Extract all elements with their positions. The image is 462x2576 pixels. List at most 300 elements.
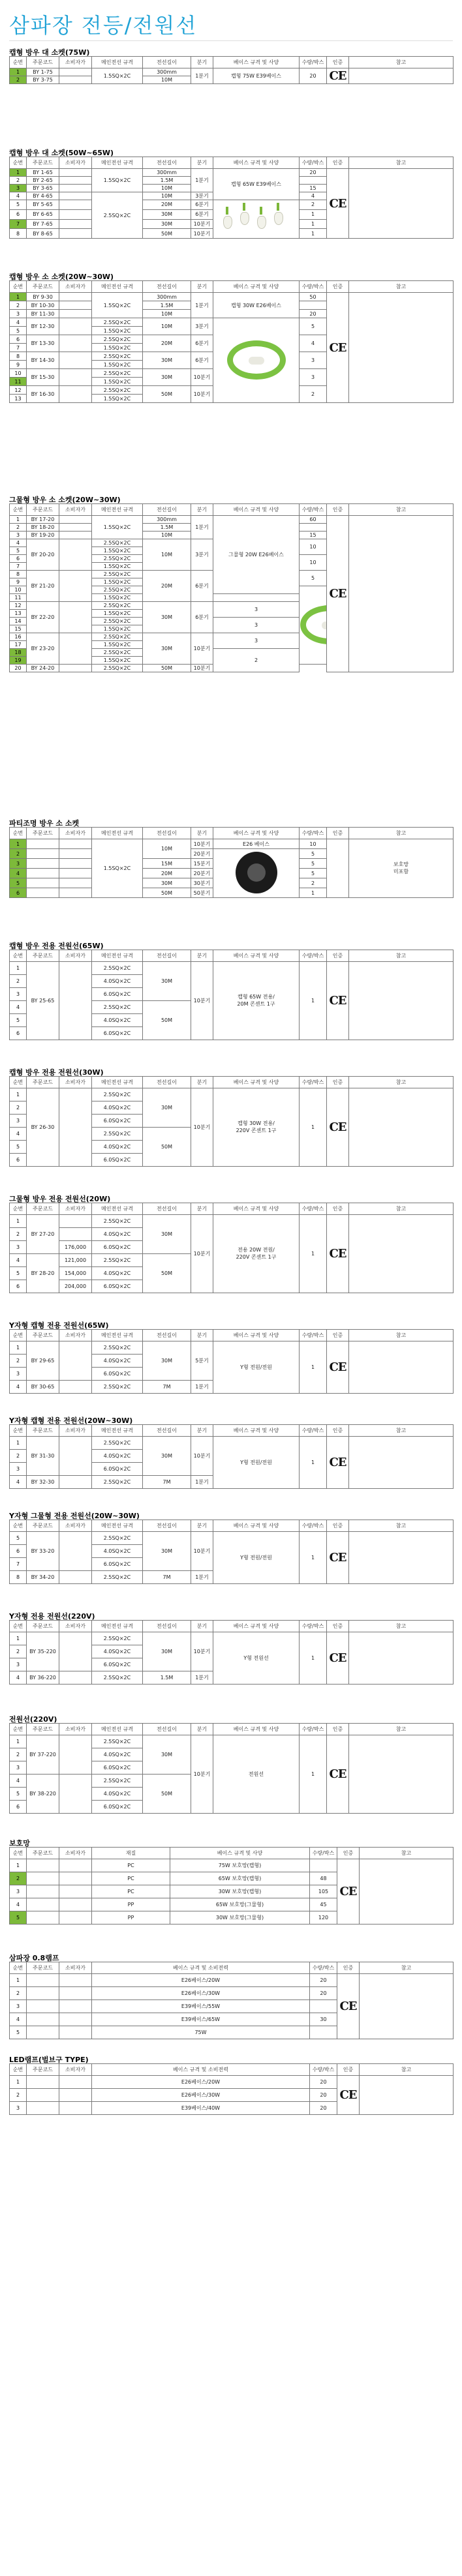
column-header: 메인전선 규격 (92, 281, 143, 293)
row-number: 2 (10, 1987, 27, 2000)
row-number: 9 (10, 578, 27, 586)
row-number: 6 (10, 1801, 27, 1814)
table-cell: 1 (300, 229, 327, 239)
row-number: 2 (10, 177, 27, 185)
table-cell (59, 1775, 92, 1814)
table-cell: 20M (143, 869, 191, 878)
bulb-product-photo (218, 200, 295, 237)
column-header: 메인전선 규격 (92, 950, 143, 962)
table-cell: 6분기 (191, 335, 213, 352)
table-cell: 2.5SQ×2C (92, 665, 143, 672)
table-cell: 4.0SQ×2C (92, 1450, 143, 1463)
table-cell: 6.0SQ×2C (92, 1368, 143, 1381)
table-cell (59, 532, 92, 539)
table-row (10, 516, 454, 524)
table-cell: BY 6-65 (27, 209, 59, 219)
row-number: 10 (10, 369, 27, 378)
table-cell (310, 2000, 337, 2013)
row-number: 3 (10, 859, 27, 869)
column-header: 베이스 규격 및 소비전력 (92, 1962, 310, 1974)
table-cell: 6.0SQ×2C (92, 1027, 143, 1040)
table-cell: 10분기 (191, 386, 213, 403)
row-number: 2 (10, 1872, 27, 1885)
table-cell: 1.5SQ×2C (92, 68, 143, 84)
row-number: 1 (10, 1632, 27, 1645)
table-cell: 6.0SQ×2C (92, 1241, 143, 1254)
column-header: 주문코드 (27, 1330, 59, 1341)
column-header: 순번 (10, 504, 27, 516)
table-cell: Y형 전원선 (213, 1632, 300, 1685)
table-cell (27, 2076, 59, 2089)
table-cell: 50M (143, 665, 191, 672)
table-cell (349, 1341, 454, 1394)
spec-table (9, 1424, 454, 1489)
table-cell (59, 1987, 92, 2000)
table-cell: 4.0SQ×2C (92, 1545, 143, 1558)
table-cell: BY 31-30 (27, 1437, 59, 1476)
column-header: 수량/박스 (300, 281, 327, 293)
table-cell: 1분기 (191, 1671, 213, 1685)
table-cell: 2.5SQ×2C (92, 649, 143, 657)
row-number: 2 (10, 1645, 27, 1658)
table-cell (300, 524, 327, 532)
table-row (10, 962, 454, 975)
table-cell: 1.5SQ×2C (92, 657, 143, 665)
table-cell: 1.5SQ×2C (92, 327, 143, 335)
table-cell: 2 (300, 386, 327, 403)
table-cell (27, 869, 59, 878)
column-header: 참고 (349, 1330, 454, 1341)
table-cell (59, 1532, 92, 1571)
table-cell: 30M (143, 209, 191, 219)
column-header: 참고 (349, 1724, 454, 1735)
row-number: 5 (10, 1014, 27, 1027)
column-header: 참고 (349, 828, 454, 839)
row-number: 3 (10, 1115, 27, 1128)
row-number: 4 (10, 1381, 27, 1394)
table-cell: 3 (300, 352, 327, 369)
table-cell (59, 229, 92, 239)
table-cell (59, 665, 92, 672)
title-divider (9, 40, 453, 41)
section-title: 캡형 방우 대 소켓(75W) (9, 48, 90, 57)
column-header: 수량/박스 (300, 157, 327, 169)
table-cell: 10분기 (191, 1532, 213, 1571)
table-cell (59, 1215, 92, 1228)
ce-certification-mark: CE (327, 169, 349, 239)
row-number: 1 (10, 1437, 27, 1450)
table-cell (59, 1974, 92, 1987)
column-header: 인증 (327, 950, 349, 962)
column-header: 분기 (191, 828, 213, 839)
table-cell: 캡형 75W E39베이스 (213, 68, 300, 84)
table-cell (59, 888, 92, 898)
table-cell: 4.0SQ×2C (92, 1267, 143, 1280)
table-cell: 75W 보호망(캡형) (170, 1859, 310, 1872)
row-number: 1 (10, 839, 27, 849)
table-cell: 6분기 (191, 352, 213, 369)
ce-certification-mark: CE (327, 1088, 349, 1167)
table-cell: 3분기 (191, 192, 213, 200)
spec-table (9, 1620, 454, 1685)
table-cell: 1.5SQ×2C (92, 293, 143, 318)
ce-certification-mark: CE (337, 1859, 360, 1925)
table-row (10, 1532, 454, 1545)
table-cell: 20 (310, 1987, 337, 2000)
table-row (10, 1437, 454, 1450)
column-header: 인증 (327, 1203, 349, 1215)
table-cell: 1.5SQ×2C (92, 625, 143, 633)
table-cell: BY 26-30 (27, 1088, 59, 1167)
table-cell: 1분기 (191, 1476, 213, 1489)
column-header: 수량/박스 (300, 1077, 327, 1088)
column-header: 베이스 규격 및 사양 (213, 950, 300, 962)
table-cell: 30W 보호망(그물형) (170, 1911, 310, 1925)
row-number: 6 (10, 888, 27, 898)
column-header: 베이스 규격 및 사양 (213, 1724, 300, 1735)
table-cell: 4.0SQ×2C (92, 1355, 143, 1368)
table-cell: 2.5SQ×2C (92, 555, 143, 563)
table-cell: E39베이스/40W (92, 2102, 310, 2115)
table-cell: BY 35-220 (27, 1632, 59, 1671)
row-number: 1 (10, 962, 27, 975)
column-header: 분기 (191, 1724, 213, 1735)
table-cell: 10분기 (191, 219, 213, 229)
table-cell: 1.5M (143, 177, 191, 185)
table-cell: 2.5SQ×2C (92, 1001, 143, 1014)
table-cell: 2 (213, 649, 300, 672)
column-header: 베이스 규격 및 사양 (170, 1848, 310, 1859)
row-number: 7 (10, 563, 27, 571)
table-cell (27, 839, 59, 849)
table-cell: 50M (143, 1001, 191, 1040)
product-photo-cell (213, 318, 300, 403)
table-cell (59, 516, 92, 524)
row-number: 12 (10, 386, 27, 395)
table-cell: 2.5SQ×2C (92, 386, 143, 395)
table-cell (59, 352, 92, 369)
table-cell: 캡형 65W 전용/ 20M 콘센트 1구 (213, 962, 300, 1040)
table-cell: 캡형 30W 전용/ 220V 콘센트 1구 (213, 1088, 300, 1167)
ce-certification-mark: CE (327, 1735, 349, 1814)
column-header: 전선길이 (143, 57, 191, 68)
table-cell: 6.0SQ×2C (92, 988, 143, 1001)
table-cell (27, 1859, 59, 1872)
table-cell: 6분기 (191, 602, 213, 633)
table-cell (349, 516, 454, 672)
table-cell: 6.0SQ×2C (92, 1558, 143, 1571)
table-cell (59, 219, 92, 229)
column-header: 주문코드 (27, 1520, 59, 1532)
column-header: 베이스 규격 및 사양 (213, 828, 300, 839)
column-header: 주문코드 (27, 2064, 59, 2076)
table-cell: BY 14-30 (27, 352, 59, 369)
row-number: 18 (10, 649, 27, 657)
row-number: 1 (10, 68, 27, 76)
table-cell: 3분기 (191, 318, 213, 335)
table-cell (360, 1859, 454, 1925)
table-cell: Y형 전원/전원 (213, 1341, 300, 1394)
column-header: 베이스 규격 및 사양 (213, 1621, 300, 1632)
row-number: 20 (10, 665, 27, 672)
column-header: 베이스 규격 및 사양 (213, 57, 300, 68)
section-title: 그물형 방우 전용 전원선(20W) (9, 1195, 111, 1203)
column-header: 순번 (10, 950, 27, 962)
column-header: 참고 (349, 57, 454, 68)
table-row (10, 1341, 454, 1355)
table-cell: BY 25-65 (27, 962, 59, 1040)
table-cell: BY 2-65 (27, 177, 59, 185)
ce-certification-mark: CE (327, 1437, 349, 1489)
table-cell: BY 11-30 (27, 310, 59, 318)
row-number: 2 (10, 1748, 27, 1761)
table-cell (59, 310, 92, 318)
row-number: 4 (10, 1775, 27, 1788)
column-header: 순번 (10, 1520, 27, 1532)
row-number: 6 (10, 209, 27, 219)
row-number: 6 (10, 1280, 27, 1293)
table-cell: 2.5SQ×2C (92, 1437, 143, 1450)
table-cell (27, 1885, 59, 1898)
table-cell (59, 1228, 92, 1241)
table-cell: 1 (300, 1215, 327, 1293)
table-cell (59, 318, 92, 335)
column-header: 수량/박스 (300, 1621, 327, 1632)
table-cell (27, 1898, 59, 1911)
row-number: 2 (10, 1101, 27, 1115)
row-number: 6 (10, 1545, 27, 1558)
table-cell: 4.0SQ×2C (92, 1014, 143, 1027)
table-cell (310, 2026, 337, 2039)
column-header: 소비자가 (59, 1077, 92, 1088)
column-header: 수량/박스 (310, 1962, 337, 1974)
column-header: 순번 (10, 57, 27, 68)
table-row (10, 169, 454, 177)
table-cell (349, 68, 454, 84)
column-header: 분기 (191, 57, 213, 68)
spec-table (9, 950, 454, 1040)
table-cell (59, 869, 92, 878)
column-header: 분기 (191, 157, 213, 169)
table-cell: BY 5-65 (27, 200, 59, 210)
column-header: 메인전선 규격 (92, 1077, 143, 1088)
row-number: 3 (10, 1658, 27, 1671)
ce-certification-mark: CE (337, 1974, 360, 2039)
table-cell: 10M (143, 539, 191, 571)
table-cell: 30M (143, 1437, 191, 1476)
ce-certification-mark: CE (327, 1532, 349, 1584)
table-cell (59, 602, 92, 633)
table-cell: E26베이스/20W (92, 1974, 310, 1987)
spec-table (9, 1520, 454, 1584)
table-cell: 75W (92, 2026, 310, 2039)
table-cell: BY 10-30 (27, 301, 59, 310)
row-number: 2 (10, 1450, 27, 1463)
table-cell (59, 878, 92, 888)
column-header: 인증 (327, 57, 349, 68)
table-cell: 4.0SQ×2C (92, 1228, 143, 1241)
table-cell: 20분기 (191, 869, 213, 878)
table-cell: 20M (143, 571, 191, 602)
table-cell: 300mm (143, 68, 191, 76)
table-cell: 4.0SQ×2C (92, 1748, 143, 1761)
table-cell: 1 (300, 962, 327, 1040)
ce-certification-mark: CE (327, 962, 349, 1040)
column-header: 참고 (360, 2064, 454, 2076)
row-number: 4 (10, 539, 27, 547)
table-cell: BY 19-20 (27, 532, 59, 539)
column-header: 주문코드 (27, 1962, 59, 1974)
table-cell: 15 (300, 185, 327, 192)
table-cell: 1.5SQ×2C (92, 169, 143, 192)
table-cell: 10 (300, 555, 327, 571)
column-header: 순번 (10, 157, 27, 169)
column-header: 인증 (327, 828, 349, 839)
table-cell (59, 1911, 92, 1925)
column-header: 순번 (10, 1962, 27, 1974)
column-header: 참고 (349, 504, 454, 516)
column-header: 주문코드 (27, 57, 59, 68)
table-cell (59, 1885, 92, 1898)
table-cell (300, 177, 327, 185)
row-number: 16 (10, 633, 27, 641)
table-cell: 2.5SQ×2C (92, 602, 143, 610)
table-cell: 2.5SQ×2C (92, 1532, 143, 1545)
table-cell: 30M (143, 602, 191, 633)
table-cell (360, 1974, 454, 2039)
table-cell: 176,000 (59, 1241, 92, 1254)
table-cell (59, 1341, 92, 1381)
table-cell: 6.0SQ×2C (92, 1658, 143, 1671)
table-cell: 65W 보호망(캡형) (170, 1872, 310, 1885)
table-cell (27, 2013, 59, 2026)
column-header: 수량/박스 (310, 1848, 337, 1859)
row-number: 2 (10, 76, 27, 84)
column-header: 분기 (191, 1330, 213, 1341)
column-header: 전선길이 (143, 1621, 191, 1632)
section-title: 캡형 방우 소 소켓(20W~30W) (9, 273, 114, 281)
column-header: 주문코드 (27, 157, 59, 169)
table-cell (349, 169, 454, 239)
table-cell: 1분기 (191, 293, 213, 318)
table-cell: 105 (310, 1885, 337, 1898)
table-cell: 10분기 (191, 1088, 213, 1167)
table-cell: BY 15-30 (27, 369, 59, 386)
table-cell: 20M (143, 200, 191, 210)
table-cell (27, 1872, 59, 1885)
row-number: 11 (10, 378, 27, 386)
table-cell: 3 (213, 602, 300, 618)
table-cell: 15 (300, 532, 327, 539)
row-number: 3 (10, 2102, 27, 2115)
column-header: 인증 (327, 1330, 349, 1341)
table-cell (59, 293, 92, 301)
column-header: 전선길이 (143, 950, 191, 962)
table-cell: 30M (143, 962, 191, 1001)
row-number: 19 (10, 657, 27, 665)
table-cell: 50 (300, 293, 327, 301)
table-cell: 10M (143, 532, 191, 539)
row-number: 4 (10, 1254, 27, 1267)
product-photo-cell (300, 586, 327, 665)
column-header: 메인전선 규격 (92, 1425, 143, 1437)
table-cell (327, 839, 349, 898)
table-cell (59, 839, 92, 849)
column-header: 분기 (191, 281, 213, 293)
row-number: 4 (10, 192, 27, 200)
table-cell: 5 (300, 859, 327, 869)
row-number: 6 (10, 1027, 27, 1040)
table-cell (59, 200, 92, 210)
table-cell: BY 33-20 (27, 1532, 59, 1571)
column-header: 주문코드 (27, 828, 59, 839)
table-cell: PC (92, 1872, 170, 1885)
column-header: 순번 (10, 281, 27, 293)
table-cell (59, 571, 92, 602)
spec-table (9, 56, 454, 84)
row-number: 8 (10, 1571, 27, 1584)
table-cell (300, 301, 327, 310)
table-cell: 10분기 (191, 229, 213, 239)
table-cell: 3 (300, 369, 327, 386)
table-cell: PC (92, 1885, 170, 1898)
column-header: 베이스 규격 및 사양 (213, 1077, 300, 1088)
column-header: 소비자가 (59, 1330, 92, 1341)
table-cell: BY 7-65 (27, 219, 59, 229)
table-cell (360, 2076, 454, 2115)
table-cell: 1 (300, 1437, 327, 1489)
table-cell: 1 (300, 888, 327, 898)
table-cell (349, 962, 454, 1040)
table-cell: 300mm (143, 169, 191, 177)
table-cell: 20분기 (191, 849, 213, 859)
table-cell: 10분기 (191, 633, 213, 665)
table-cell: BY 8-65 (27, 229, 59, 239)
table-cell (59, 369, 92, 386)
table-cell: 2.5SQ×2C (92, 586, 143, 594)
table-cell: 10분기 (191, 1437, 213, 1476)
row-number: 5 (10, 200, 27, 210)
row-number: 6 (10, 555, 27, 563)
row-number: 9 (10, 361, 27, 369)
section-title: Y자형 캡형 전용 전원선(20W~30W) (9, 1416, 133, 1425)
row-number: 5 (10, 327, 27, 335)
table-cell (59, 524, 92, 532)
spec-table (9, 157, 454, 239)
table-cell: 1.5SQ×2C (92, 378, 143, 386)
column-header: 소비자가 (59, 1203, 92, 1215)
table-cell: 30M (143, 219, 191, 229)
row-number: 1 (10, 1735, 27, 1748)
column-header: 분기 (191, 1621, 213, 1632)
table-cell: 4.0SQ×2C (92, 1141, 143, 1154)
table-cell: 2.5SQ×2C (92, 369, 143, 378)
table-cell: 2.5SQ×2C (92, 571, 143, 578)
table-cell: 1분기 (191, 1571, 213, 1584)
row-number: 4 (10, 1671, 27, 1685)
row-number: 8 (10, 352, 27, 361)
spec-table (9, 1329, 454, 1394)
table-cell: 5 (300, 849, 327, 859)
section-title: 보호망 (9, 1839, 30, 1848)
table-cell: 1.5M (143, 524, 191, 532)
column-header: 소비자가 (59, 281, 92, 293)
row-number: 15 (10, 625, 27, 633)
column-header: 수량/박스 (300, 57, 327, 68)
table-cell: 50분기 (191, 888, 213, 898)
column-header: 전선길이 (143, 1330, 191, 1341)
column-header: 분기 (191, 1077, 213, 1088)
